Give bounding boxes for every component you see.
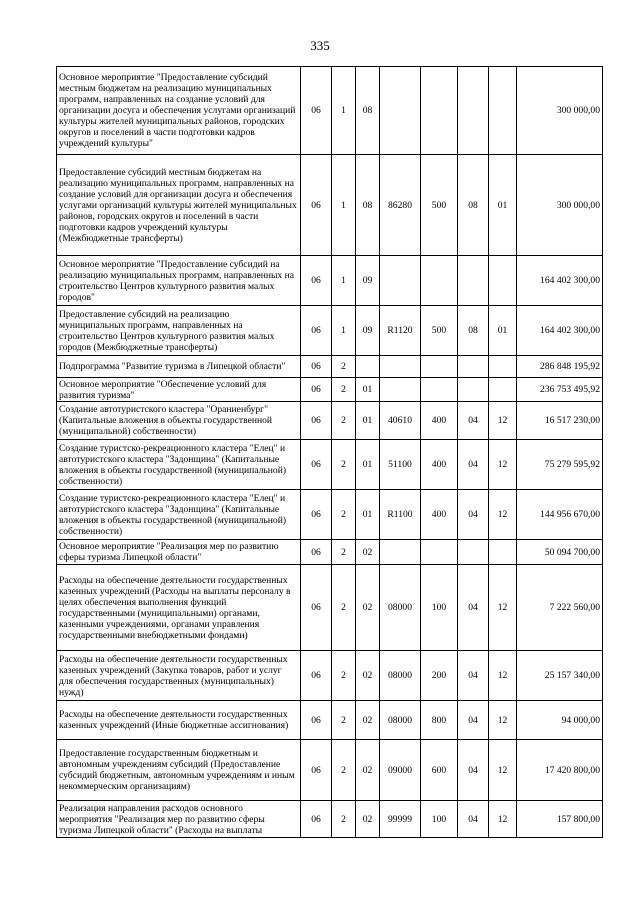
section-code xyxy=(458,67,489,155)
direction-code: 08000 xyxy=(380,651,421,701)
program-code: 06 xyxy=(301,651,332,701)
subsection-code xyxy=(489,540,517,565)
expense-type-code: 400 xyxy=(421,490,458,540)
row-name: Основное мероприятие "Предоставление субсидий на реализацию муниципальных программ, направленных на строительство Центров культурного развития малых городов" xyxy=(57,256,301,306)
section-code: 04 xyxy=(458,651,489,701)
subsection-code: 12 xyxy=(489,490,517,540)
expense-type-code: 100 xyxy=(421,801,458,838)
event-code: 08 xyxy=(356,67,380,155)
direction-code xyxy=(380,67,421,155)
amount: 300 000,00 xyxy=(517,155,603,256)
table-row xyxy=(57,155,603,256)
event-code: 02 xyxy=(356,540,380,565)
row-name: Создание туристско-рекреационного кластера "Елец" и автотуристского кластера "Задонщина" (Капитальные вложения в объекты государственной (муниципальной) собственности) xyxy=(57,440,301,490)
event-code: 02 xyxy=(356,565,380,651)
expense-type-code: 100 xyxy=(421,565,458,651)
expense-type-code xyxy=(421,256,458,306)
expense-type-code: 400 xyxy=(421,402,458,440)
table-row xyxy=(57,306,603,356)
event-code: 01 xyxy=(356,378,380,402)
event-code: 01 xyxy=(356,490,380,540)
amount: 7 222 560,00 xyxy=(517,565,603,651)
subsection-code xyxy=(489,378,517,402)
direction-code: R1100 xyxy=(380,490,421,540)
table-row xyxy=(57,490,603,540)
program-code: 06 xyxy=(301,740,332,801)
row-name: Расходы на обеспечение деятельности государственных казенных учреждений (Иные бюджетные ассигнования) xyxy=(57,701,301,740)
section-code: 04 xyxy=(458,740,489,801)
row-name: Реализация направления расходов основного мероприятия "Реализация мер по развитию сферы туризма Липецкой области" (Расходы на выплаты xyxy=(57,801,301,838)
row-name: Предоставление субсидий на реализацию муниципальных программ, направленных на строительство Центров культурного развития малых городов (Межбюджетные трансферты) xyxy=(57,306,301,356)
subsection-code: 12 xyxy=(489,701,517,740)
row-name: Основное мероприятие "Обеспечение условий для развития туризма" xyxy=(57,378,301,402)
amount: 300 000,00 xyxy=(517,67,603,155)
subprogram-code: 1 xyxy=(332,67,356,155)
program-code: 06 xyxy=(301,565,332,651)
subprogram-code: 2 xyxy=(332,740,356,801)
row-name: Создание автотуристского кластера "Ораниенбург" (Капитальные вложения в объекты государственной (муниципальной) собственности) xyxy=(57,402,301,440)
program-code: 06 xyxy=(301,256,332,306)
subsection-code: 01 xyxy=(489,306,517,356)
direction-code: 86280 xyxy=(380,155,421,256)
amount: 25 157 340,00 xyxy=(517,651,603,701)
direction-code: 40610 xyxy=(380,402,421,440)
table-row xyxy=(57,67,603,155)
expense-type-code: 500 xyxy=(421,306,458,356)
amount: 16 517 230,00 xyxy=(517,402,603,440)
table-row xyxy=(57,540,603,565)
expense-type-code xyxy=(421,378,458,402)
expense-type-code xyxy=(421,67,458,155)
table-row xyxy=(57,356,603,378)
section-code: 04 xyxy=(458,565,489,651)
section-code: 04 xyxy=(458,440,489,490)
event-code: 02 xyxy=(356,801,380,838)
subsection-code: 12 xyxy=(489,440,517,490)
event-code: 02 xyxy=(356,740,380,801)
row-name: Основное мероприятие "Предоставление субсидий местным бюджетам на реализацию муниципальных программ, направленных на создание условий для организации досуга и обеспечения услугами организаций культуры жителей муниципальных районов, городских округов и поселений в части подготовки кадров учреждений культуры" xyxy=(57,67,301,155)
section-code xyxy=(458,356,489,378)
program-code: 06 xyxy=(301,67,332,155)
event-code xyxy=(356,356,380,378)
direction-code: 99999 xyxy=(380,801,421,838)
subprogram-code: 2 xyxy=(332,356,356,378)
direction-code: 09000 xyxy=(380,740,421,801)
subprogram-code: 2 xyxy=(332,378,356,402)
subprogram-code: 2 xyxy=(332,490,356,540)
amount: 17 420 800,00 xyxy=(517,740,603,801)
direction-code: 08000 xyxy=(380,565,421,651)
expense-type-code: 200 xyxy=(421,651,458,701)
direction-code xyxy=(380,256,421,306)
amount: 94 000,00 xyxy=(517,701,603,740)
table-row xyxy=(57,651,603,701)
subsection-code: 12 xyxy=(489,402,517,440)
program-code: 06 xyxy=(301,378,332,402)
table-row xyxy=(57,256,603,306)
expense-type-code: 800 xyxy=(421,701,458,740)
expense-type-code: 400 xyxy=(421,440,458,490)
row-name: Предоставление государственным бюджетным и автономным учреждениям субсидий (Предоставление субсидий бюджетным, автономным учреждениям и иным некоммерческим организациям) xyxy=(57,740,301,801)
program-code: 06 xyxy=(301,155,332,256)
row-name: Создание туристско-рекреационного кластера "Елец" и автотуристского кластера "Задонщина" (Капитальные вложения в объекты государственной (муниципальной) собственности) xyxy=(57,490,301,540)
expense-type-code: 600 xyxy=(421,740,458,801)
program-code: 06 xyxy=(301,701,332,740)
row-name: Расходы на обеспечение деятельности государственных казенных учреждений (Закупка товаров, работ и услуг для обеспечения государственных (муниципальных) нужд) xyxy=(57,651,301,701)
program-code: 06 xyxy=(301,306,332,356)
subsection-code: 12 xyxy=(489,801,517,838)
amount: 286 848 195,92 xyxy=(517,356,603,378)
direction-code: 08000 xyxy=(380,701,421,740)
subsection-code xyxy=(489,356,517,378)
event-code: 01 xyxy=(356,402,380,440)
program-code: 06 xyxy=(301,490,332,540)
amount: 50 094 700,00 xyxy=(517,540,603,565)
amount: 144 956 670,00 xyxy=(517,490,603,540)
expense-type-code: 500 xyxy=(421,155,458,256)
amount: 164 402 300,00 xyxy=(517,306,603,356)
amount: 75 279 595,92 xyxy=(517,440,603,490)
amount: 164 402 300,00 xyxy=(517,256,603,306)
program-code: 06 xyxy=(301,801,332,838)
program-code: 06 xyxy=(301,356,332,378)
subprogram-code: 2 xyxy=(332,565,356,651)
subprogram-code: 1 xyxy=(332,256,356,306)
subprogram-code: 2 xyxy=(332,801,356,838)
event-code: 08 xyxy=(356,155,380,256)
event-code: 01 xyxy=(356,440,380,490)
subprogram-code: 2 xyxy=(332,701,356,740)
program-code: 06 xyxy=(301,402,332,440)
subsection-code: 12 xyxy=(489,565,517,651)
event-code: 02 xyxy=(356,701,380,740)
table-row xyxy=(57,378,603,402)
table-row xyxy=(57,801,603,838)
subprogram-code: 2 xyxy=(332,651,356,701)
amount: 157 800,00 xyxy=(517,801,603,838)
subprogram-code: 1 xyxy=(332,306,356,356)
row-name: Подпрограмма "Развитие туризма в Липецкой области" xyxy=(57,356,301,378)
expense-type-code xyxy=(421,540,458,565)
table-row xyxy=(57,701,603,740)
event-code: 02 xyxy=(356,651,380,701)
section-code xyxy=(458,256,489,306)
section-code: 04 xyxy=(458,490,489,540)
subsection-code xyxy=(489,256,517,306)
event-code: 09 xyxy=(356,256,380,306)
section-code: 08 xyxy=(458,155,489,256)
subsection-code: 01 xyxy=(489,155,517,256)
amount: 236 753 495,92 xyxy=(517,378,603,402)
subsection-code: 12 xyxy=(489,740,517,801)
table-row xyxy=(57,565,603,651)
subprogram-code: 2 xyxy=(332,402,356,440)
subprogram-code: 1 xyxy=(332,155,356,256)
row-name: Расходы на обеспечение деятельности государственных казенных учреждений (Расходы на выплаты персоналу в целях обеспечения выполнения функций государственными (муниципальными) органами, казенными учреждениями, органами управления государственными внебюджетными фондами) xyxy=(57,565,301,651)
expense-type-code xyxy=(421,356,458,378)
row-name: Основное мероприятие "Реализация мер по развитию сферы туризма Липецкой области" xyxy=(57,540,301,565)
subprogram-code: 2 xyxy=(332,440,356,490)
section-code: 04 xyxy=(458,701,489,740)
direction-code: 51100 xyxy=(380,440,421,490)
subprogram-code: 2 xyxy=(332,540,356,565)
section-code: 08 xyxy=(458,306,489,356)
event-code: 09 xyxy=(356,306,380,356)
subsection-code: 12 xyxy=(489,651,517,701)
direction-code xyxy=(380,356,421,378)
table-row xyxy=(57,740,603,801)
section-code: 04 xyxy=(458,801,489,838)
program-code: 06 xyxy=(301,540,332,565)
section-code xyxy=(458,540,489,565)
section-code: 04 xyxy=(458,402,489,440)
table-row xyxy=(57,402,603,440)
budget-table xyxy=(56,66,603,838)
row-name: Предоставление субсидий местным бюджетам на реализацию муниципальных программ, направленных на создание условий для организации досуга и обеспечения услугами организаций культуры жителей муниципальных районов, городских округов и поселений в части подготовки кадров учреждений культуры (Межбюджетные трансферты) xyxy=(57,155,301,256)
section-code xyxy=(458,378,489,402)
table-row xyxy=(57,440,603,490)
program-code: 06 xyxy=(301,440,332,490)
page-number: 335 xyxy=(310,38,330,53)
subsection-code xyxy=(489,67,517,155)
direction-code xyxy=(380,540,421,565)
direction-code: R1120 xyxy=(380,306,421,356)
direction-code xyxy=(380,378,421,402)
